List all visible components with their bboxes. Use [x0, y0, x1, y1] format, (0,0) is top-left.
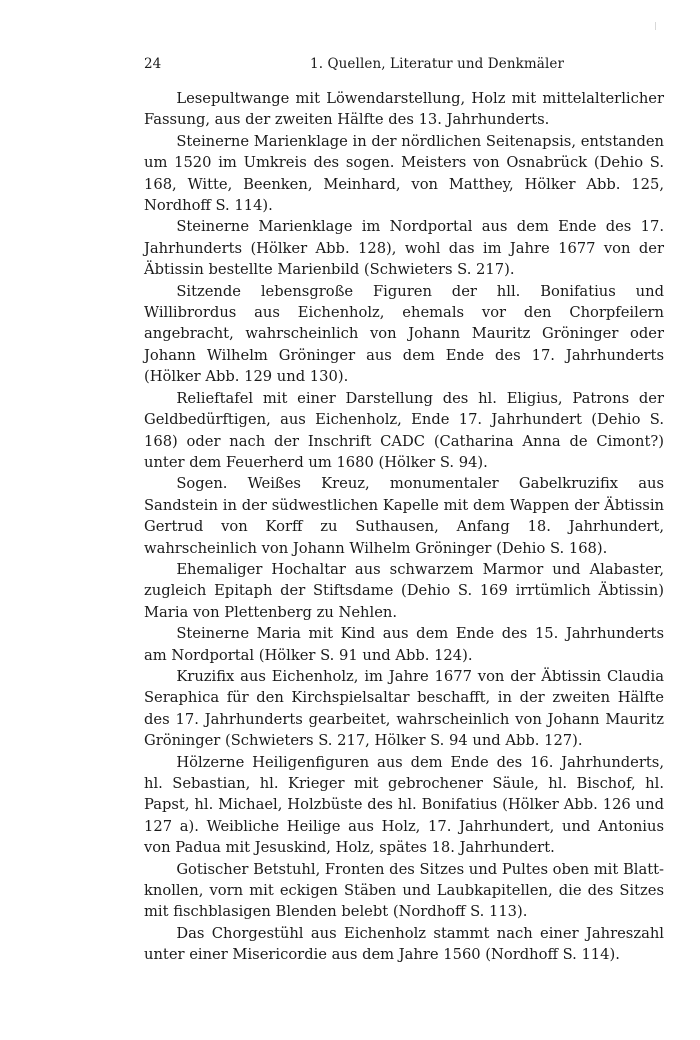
- paragraph: Steinerne Maria mit Kind aus dem Ende des 15. Jahrhunderts am Nordportal (Hölker S. 91 und Abb. 124).: [144, 625, 664, 664]
- paragraph: Steinerne Marienklage im Nordportal aus dem Ende des 17. Jahrhunderts (Hölker Abb. 128), wohl das im Jahre 1677 von der Äbtissin bestellte Marienbild (Schwieters S. 217).: [144, 218, 664, 279]
- paragraph: Relieftafel mit einer Darstellung des hl. Eligius, Patrons der Geldbedürftigen, aus Eichenholz, Ende 17. Jahrhundert (Dehio S. 168) oder nach der Inschrift CADC (Catharina Anna de Cimont?) unter dem Feuerherd um 1680 (Hölker S. 94).: [144, 389, 664, 471]
- book-page: [144, 52, 664, 966]
- paragraph: Steinerne Marienklage in der nördlichen Seitenapsis, entstanden um 1520 im Umkreis des sogen. Meisters von Osnabrück (Dehio S. 168, Witte, Beenken, Meinhard, von Matthey, Hölker Abb. 125, Nordhoff S. 114).: [144, 132, 664, 215]
- paragraph: Das Chorgestühl aus Eichenholz stammt nach einer Jahreszahl unter einer Misericordie aus dem Jahre 1560 (Nordhoff S. 114).: [144, 924, 664, 964]
- paragraph: Kruzifix aus Eichenholz, im Jahre 1677 von der Äbtissin Claudia Seraphica für den Kirchspielsaltar beschafft, in der zweiten Hälfte des 17. Jahrhunderts gearbeitet, wahrscheinlich von Johann Mauritz Gröninger (Schwieters S. 217, Hölker S. 94 und Abb. 127).: [144, 667, 664, 750]
- running-head-title: 1. Quellen, Literatur und Denkmäler: [310, 56, 565, 72]
- paragraph: Hölzerne Heiligenfiguren aus dem Ende des 16. Jahrhunderts, hl. Sebastian, hl. Krieger mit gebrochener Säule, hl. Bischof, hl. Papst, hl. Michael, Holzbüste des hl. Bonifatius (Hölker Abb. 126 und 127 a). Weibliche Heilige aus Holz, 17. Jahrhundert, und Antonius von Padua mit Jesuskind, Holz, spätes 18. Jahrhundert.: [144, 753, 664, 857]
- running-head: [144, 52, 664, 76]
- paragraph: Sitzende lebensgroße Figuren der hll. Bonifatius und Willibrordus aus Eichenholz, ehemals vor den Chorpfeilern angebracht, wahrscheinlich von Johann Mauritz Gröninger oder Johann Wilhelm Gröninger aus dem Ende des 17. Jahrhunderts (Hölker Abb. 129 und 130).: [144, 282, 664, 386]
- paragraph: Sogen. Weißes Kreuz, monumentaler Gabelkruzifix aus Sandstein in der südwestlichen Kapelle mit dem Wappen der Äbtissin Gertrud von Korff zu Suthausen, Anfang 18. Jahrhundert, wahrscheinlich von Johann Wilhelm Gröninger (Dehio S. 168).: [144, 475, 664, 557]
- paragraph: Lesepultwange mit Löwendarstellung, Holz mit mittelalterlicher Fassung, aus der zweiten Hälfte des 13. Jahrhunderts.: [144, 90, 664, 129]
- body-text: [144, 88, 664, 966]
- paragraph: Ehemaliger Hochaltar aus schwarzem Marmor und Alabaster, zugleich Epitaph der Stiftsdame (Dehio S. 169 irrtümlich Äbtissin) Maria von Plettenberg zu Nehlen.: [144, 560, 664, 621]
- scan-mark: [655, 22, 656, 30]
- paragraph: Gotischer Betstuhl, Fronten des Sitzes und Pultes oben mit Blattknollen, vorn mit eckigen Stäben und Laubkapitellen, die des Sitzes mit fischblasigen Blenden belebt (Nordhoff S. 113).: [144, 860, 664, 921]
- page-number: 24: [144, 56, 162, 72]
